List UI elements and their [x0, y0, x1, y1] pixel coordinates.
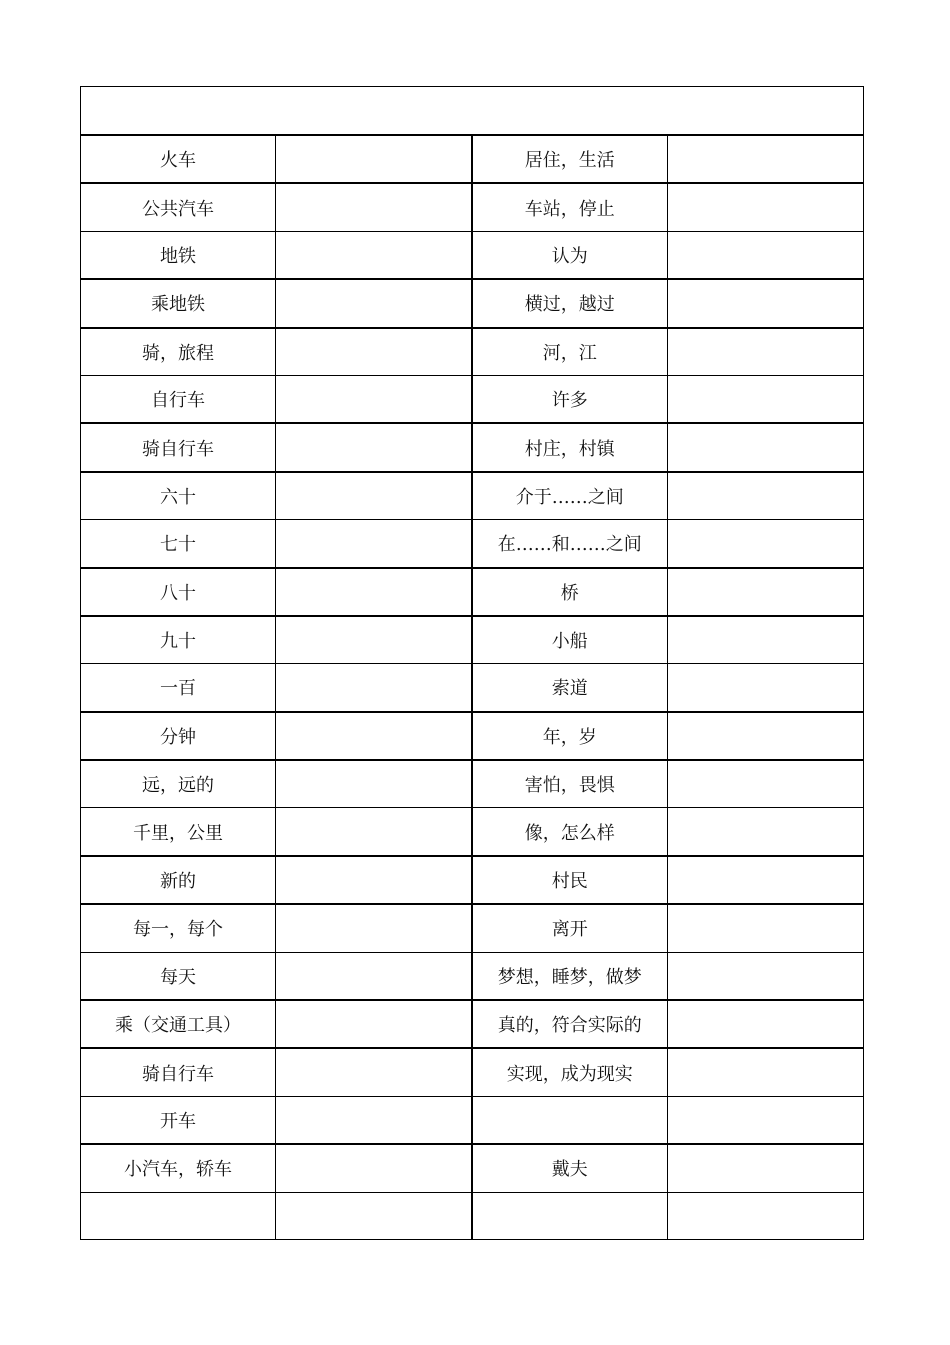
answer-cell-left[interactable] — [276, 664, 472, 712]
chinese-term-left: 远，远的 — [81, 760, 276, 808]
answer-cell-right[interactable] — [668, 183, 864, 231]
answer-cell-left[interactable] — [276, 1096, 472, 1144]
chinese-term-right: 横过，越过 — [472, 279, 668, 327]
chinese-term-right: 年，岁 — [472, 712, 668, 760]
chinese-term-right: 戴夫 — [472, 1144, 668, 1192]
answer-cell-left[interactable] — [276, 904, 472, 952]
chinese-term-left: 八十 — [81, 568, 276, 616]
chinese-term-left: 千里，公里 — [81, 808, 276, 856]
chinese-term-right: 离开 — [472, 904, 668, 952]
answer-cell-left[interactable] — [276, 952, 472, 1000]
table-row — [81, 712, 864, 760]
chinese-term-right: 桥 — [472, 568, 668, 616]
title-row — [81, 87, 864, 136]
chinese-term-left: 每天 — [81, 952, 276, 1000]
table-row — [81, 760, 864, 808]
chinese-term-left: 九十 — [81, 616, 276, 664]
chinese-term-left: 开车 — [81, 1096, 276, 1144]
answer-cell-right[interactable] — [668, 279, 864, 327]
chinese-term-left: 小汽车，轿车 — [81, 1144, 276, 1192]
answer-cell-right[interactable] — [668, 808, 864, 856]
table-row — [81, 1192, 864, 1239]
answer-cell-right[interactable] — [668, 856, 864, 904]
chinese-term-left: 骑自行车 — [81, 1048, 276, 1096]
table-row — [81, 616, 864, 664]
chinese-term-right: 介于……之间 — [472, 472, 668, 520]
chinese-term-left: 地铁 — [81, 231, 276, 279]
chinese-term-left: 自行车 — [81, 375, 276, 423]
answer-cell-left[interactable] — [276, 808, 472, 856]
table-row — [81, 472, 864, 520]
answer-cell-left[interactable] — [276, 472, 472, 520]
answer-cell-right[interactable] — [668, 1048, 864, 1096]
table-row — [81, 423, 864, 471]
answer-cell-right[interactable] — [668, 472, 864, 520]
chinese-term-right: 村庄，村镇 — [472, 423, 668, 471]
answer-cell-right[interactable] — [668, 952, 864, 1000]
chinese-term-right: 车站，停止 — [472, 183, 668, 231]
answer-cell-left[interactable] — [276, 279, 472, 327]
chinese-term-left: 新的 — [81, 856, 276, 904]
answer-cell-left[interactable] — [276, 1144, 472, 1192]
table-row — [81, 568, 864, 616]
chinese-term-right: 许多 — [472, 375, 668, 423]
table-row — [81, 183, 864, 231]
table-row — [81, 328, 864, 376]
chinese-term-left: 骑，旅程 — [81, 328, 276, 376]
answer-cell-right[interactable] — [668, 135, 864, 183]
answer-cell-right[interactable] — [668, 375, 864, 423]
answer-cell-left[interactable] — [276, 1048, 472, 1096]
answer-cell-left[interactable] — [276, 135, 472, 183]
table-row — [81, 135, 864, 183]
chinese-term-right: 河，江 — [472, 328, 668, 376]
answer-cell-right[interactable] — [668, 1096, 864, 1144]
chinese-term-left: 七十 — [81, 520, 276, 568]
answer-cell-left[interactable] — [276, 760, 472, 808]
answer-cell-left[interactable] — [276, 1192, 472, 1239]
chinese-term-left: 每一，每个 — [81, 904, 276, 952]
chinese-term-right: 实现，成为现实 — [472, 1048, 668, 1096]
answer-cell-left[interactable] — [276, 520, 472, 568]
chinese-term-right: 认为 — [472, 231, 668, 279]
table-row — [81, 904, 864, 952]
answer-cell-right[interactable] — [668, 904, 864, 952]
answer-cell-left[interactable] — [276, 1000, 472, 1048]
chinese-term-right — [472, 1192, 668, 1239]
chinese-term-right: 梦想，睡梦，做梦 — [472, 952, 668, 1000]
chinese-term-left — [81, 1192, 276, 1239]
answer-cell-right[interactable] — [668, 1144, 864, 1192]
chinese-term-left: 骑自行车 — [81, 423, 276, 471]
answer-cell-left[interactable] — [276, 328, 472, 376]
chinese-term-left: 公共汽车 — [81, 183, 276, 231]
answer-cell-right[interactable] — [668, 1192, 864, 1239]
chinese-term-right: 在……和……之间 — [472, 520, 668, 568]
table-row — [81, 1048, 864, 1096]
table-row — [81, 952, 864, 1000]
answer-cell-left[interactable] — [276, 616, 472, 664]
chinese-term-right: 小船 — [472, 616, 668, 664]
chinese-term-left: 乘（交通工具） — [81, 1000, 276, 1048]
answer-cell-right[interactable] — [668, 1000, 864, 1048]
answer-cell-right[interactable] — [668, 568, 864, 616]
table-row — [81, 375, 864, 423]
chinese-term-right: 索道 — [472, 664, 668, 712]
chinese-term-right: 害怕，畏惧 — [472, 760, 668, 808]
answer-cell-right[interactable] — [668, 520, 864, 568]
answer-cell-right[interactable] — [668, 664, 864, 712]
chinese-term-right — [472, 1096, 668, 1144]
answer-cell-right[interactable] — [668, 423, 864, 471]
table-title — [81, 87, 864, 136]
answer-cell-left[interactable] — [276, 712, 472, 760]
table-row — [81, 664, 864, 712]
table-row — [81, 808, 864, 856]
table-row — [81, 1000, 864, 1048]
chinese-term-right: 居住，生活 — [472, 135, 668, 183]
chinese-term-left: 乘地铁 — [81, 279, 276, 327]
table-row — [81, 1096, 864, 1144]
answer-cell-left[interactable] — [276, 375, 472, 423]
table-row — [81, 279, 864, 327]
answer-cell-right[interactable] — [668, 231, 864, 279]
chinese-term-left: 分钟 — [81, 712, 276, 760]
table-row — [81, 1144, 864, 1192]
table-row — [81, 520, 864, 568]
chinese-term-right: 像，怎么样 — [472, 808, 668, 856]
answer-cell-left[interactable] — [276, 423, 472, 471]
chinese-term-right: 村民 — [472, 856, 668, 904]
answer-cell-right[interactable] — [668, 760, 864, 808]
chinese-term-left: 一百 — [81, 664, 276, 712]
answer-cell-left[interactable] — [276, 856, 472, 904]
table-row — [81, 231, 864, 279]
answer-cell-left[interactable] — [276, 568, 472, 616]
table-row — [81, 856, 864, 904]
answer-cell-right[interactable] — [668, 712, 864, 760]
answer-cell-left[interactable] — [276, 183, 472, 231]
vocabulary-table — [80, 86, 864, 1240]
answer-cell-right[interactable] — [668, 328, 864, 376]
answer-cell-left[interactable] — [276, 231, 472, 279]
chinese-term-right: 真的，符合实际的 — [472, 1000, 668, 1048]
answer-cell-right[interactable] — [668, 616, 864, 664]
chinese-term-left: 六十 — [81, 472, 276, 520]
chinese-term-left: 火车 — [81, 135, 276, 183]
